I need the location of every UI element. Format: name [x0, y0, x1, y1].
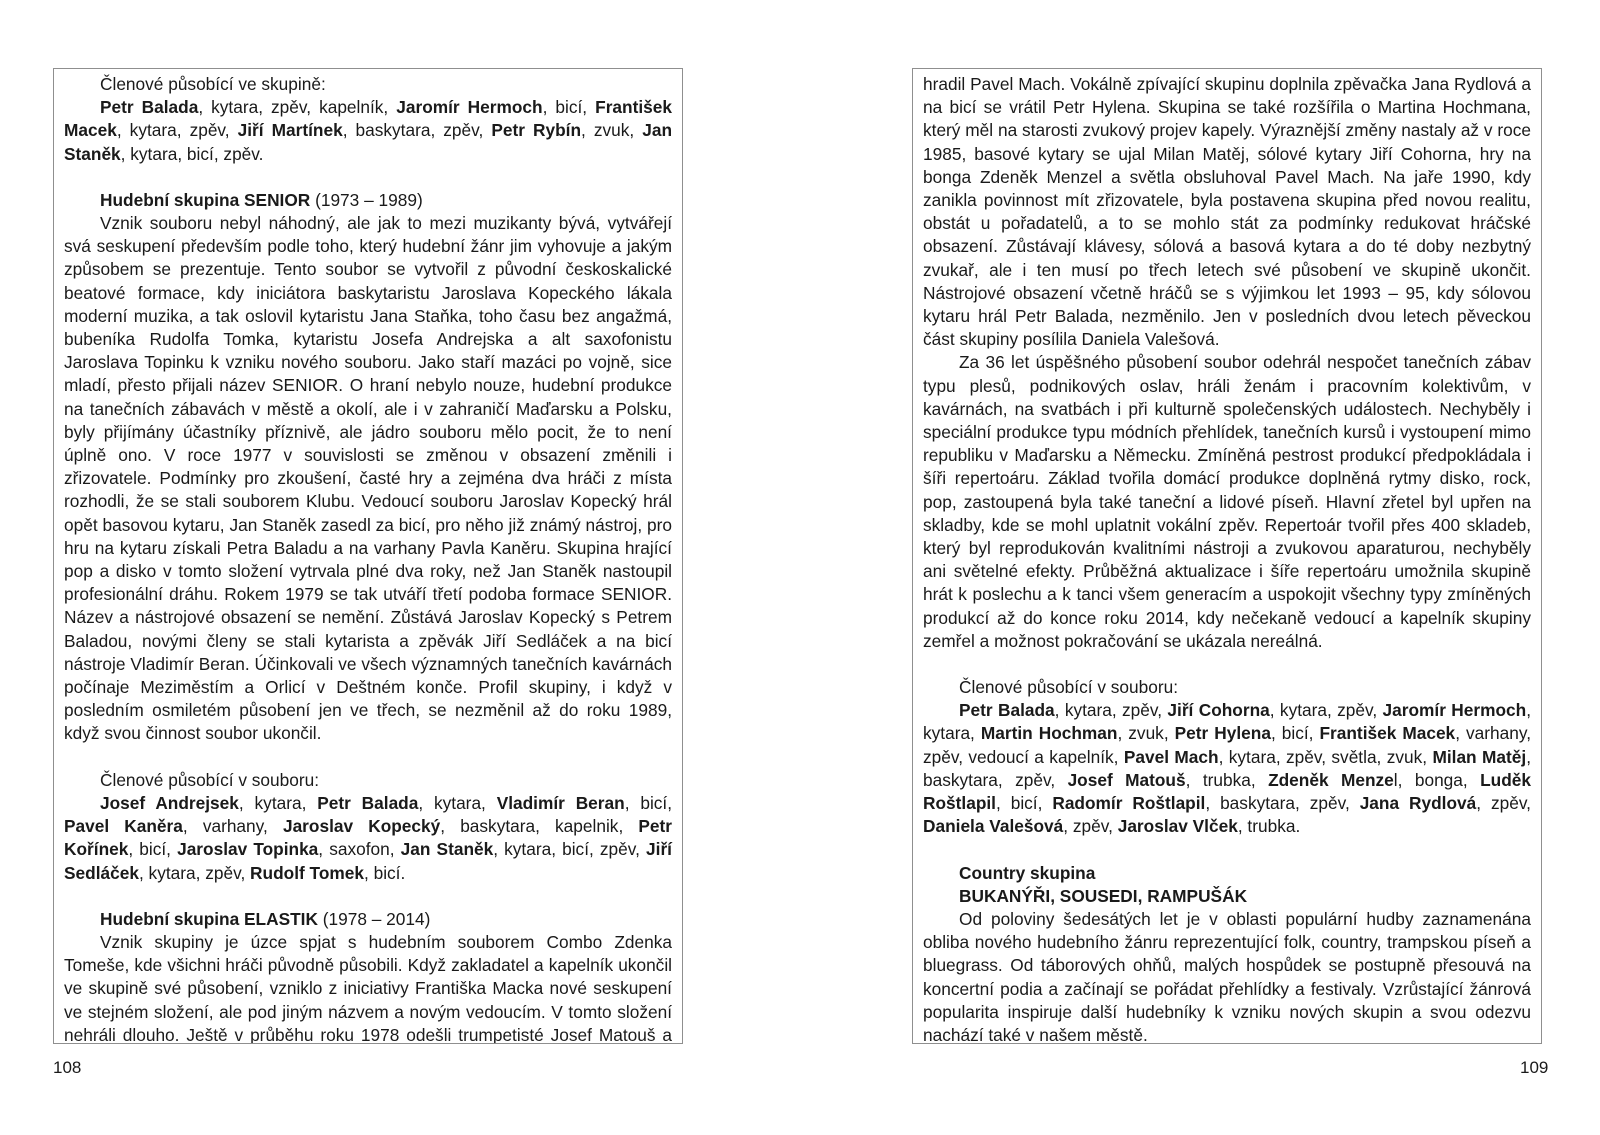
member-role: , kytara, bicí, zpěv, — [493, 839, 647, 860]
senior-heading — [64, 189, 672, 212]
member-name: Jana Rydlová — [1359, 793, 1477, 814]
member-role: , bicí, — [128, 839, 178, 860]
member-role: , baskytara, zpěv, — [1205, 793, 1360, 814]
member-name: František Macek — [1319, 723, 1456, 744]
page-number-left: 108 — [53, 1058, 82, 1077]
member-role: , kytara, — [418, 792, 497, 813]
member-role: , baskytara, kapelnik, — [440, 816, 639, 837]
member-role: , kytara, — [238, 792, 318, 813]
member-name: Luděk Roštlapil — [923, 769, 1531, 814]
member-role: , trubka, — [1185, 769, 1269, 790]
member-name: Jiří Martínek — [237, 120, 343, 141]
member-name: Zdeněk Menze — [1268, 769, 1394, 790]
member-role: , bicí, — [624, 792, 673, 813]
elastik-title: Hudební skupina ELASTIK — [100, 908, 318, 929]
member-role: , zvuk, — [1117, 723, 1175, 744]
members-label-1: Členové působící ve skupině: — [100, 74, 326, 94]
elastik-years: (1978 – 2014) — [317, 908, 431, 929]
member-name: Petr Balada — [959, 700, 1055, 721]
member-name: Petr Balada — [317, 792, 419, 813]
member-name: Jaromír Hermoch — [1382, 700, 1527, 721]
member-role: , zpěv, — [1063, 816, 1118, 837]
member-name: Josef Matouš — [1067, 769, 1186, 790]
member-name: Petr Rybín — [491, 120, 581, 141]
member-name: Petr Hylena — [1174, 723, 1271, 744]
member-name: Josef Andrejsek — [100, 792, 239, 813]
country-heading-line1 — [923, 862, 1531, 885]
member-role: , kytara, zpěv, — [1054, 700, 1168, 721]
member-name: Jiří Sedláček — [64, 839, 672, 883]
member-name: Daniela Valešová — [923, 816, 1064, 837]
country-paragraph: Od poloviny šedesátých let je v oblasti populární hudby zaznamenána obliba nového hudebního žánru reprezentující folk, country, trampskou píseň a bluegrass. Od táborových ohňů, malých hospůdek se postupně přesouvá na koncertní podia a začínají se pořádat přehlídky a festivaly. Vzrůstající žánrová popularita inspiruje další hudebníky k vzniku nových skupin a svou odezvu nachází také v našem městě. — [923, 908, 1531, 1044]
members-list-3 — [923, 699, 1531, 838]
members-list-2 — [64, 792, 672, 885]
member-role: , bicí. — [363, 862, 406, 883]
member-name: Radomír Roštlapil — [1052, 793, 1206, 814]
country-title-1: Country skupina — [959, 862, 1096, 883]
elastik-paragraph-2: Za 36 let úspěšného působení soubor odehrál nespočet tanečních zábav typu plesů, podnikových oslav, hráli ženám i pracovním kolektivům, v kavárnách, na svatbách i při kulturně společenských událostech. Nechyběly i speciální produkce typu módních přehlídek, tanečních kursů i vystoupení mimo republiku v Maďarsku a Německu. Zmíněná pestrost produkcí předpokládala i šíři repertoáru. Základ tvořila domácí produkce doplněná rytmy disko, rock, pop, zastoupená byla také taneční a lidové píseň. Hlavní zřetel byl upřen na skladby, kde se mohl uplatnit vokální zpěv. Repertoár tvořil přes 400 skladeb, který byl reprodukován kvalitními nástroji a zvukovou aparaturou, nechyběly ani světelné efekty. Průběžná aktualizace i šíře repertoáru umožnila skupině hrát k poslechu a k tanci všem generacím a uspokojit všechny typy zmíněných produkcí až do konce roku 2014, kdy nečekaně vedoucí a kapelník skupiny zemřel a možnost pokračování se ukázala nereálná. — [923, 352, 1531, 651]
member-name: Milan Matěj — [1432, 746, 1527, 767]
member-role: , varhany, — [182, 816, 283, 837]
members-label-2: Členové působící v souboru: — [100, 769, 320, 790]
right-page-frame — [912, 68, 1542, 1044]
left-page-frame — [53, 68, 683, 1044]
elastik-heading — [64, 908, 672, 931]
member-name: Petr Kořínek — [64, 816, 673, 860]
country-heading-line2 — [923, 885, 1531, 908]
member-role: , kytara, bicí, zpěv. — [120, 143, 264, 164]
senior-paragraph: Vznik souboru nebyl náhodný, ale jak to mezi muzikanty bývá, vytvářejí svá seskupení především podle toho, který hudební žánr jim vyhovuje a jakým způsobem se prezentuje. Tento soubor se vytvořil z původní českoskalické beatové formace, kdy iniciátora baskytaristu Jaroslava Kopeckého lákala moderní muzika, a tak oslovil kytaristu Jana Staňka, toho času bez angažmá, bubeníka Rudolfa Tomka, kytaristu Josefa Andrejska a alt saxofonistu Jaroslava Topinku k vzniku nového souboru. Jako staří mazáci po vojně, sice mladí, přesto přijali název SENIOR. O hraní nebylo nouze, hudební produkce na tanečních zábavách v městě a okolí, ale i v zahraničí Maďarsku a Polsku, byly přijímány účastníky příznivě, ale jádro souboru mělo pocit, že to není úplně ono. V roce 1977 v souvislosti se změnou v obsazení změnili i zřizovatele. Podmínky pro zkoušení, časté hry a zejména dva hráči z místa rozhodli, že se stali souborem Klubu. Vedoucí souboru Jaroslav Kopecký hrál opět basovou kytaru, Jan Staněk zasedl za bicí, pro něho již známý nástroj, pro hru na kytaru získali Petra Baladu a na varhany Pavla Kaněru. Skupina hrající pop a disko v tomto složení vytrvala plné dva roky, než Jan Staněk nastoupil profesionální dráhu. Rokem 1979 se tak utváří třetí podoba formace SENIOR. Název a nástrojové obsazení se nemění. Zůstává Jaroslav Kopecký s Petrem Baladou, novými členy se stali kytarista a zpěvák Jiří Sedláček a na bicí nástroje Vladimír Beran. Účinkovali ve všech významných tanečních kavárnách počínaje Meziměstím a Orlicí v Deštném konče. Profil skupiny, i když v posledním osmiletém působení jen ve třech, se nezměnil až do roku 1989, když svou činnost soubor ukončil. — [64, 213, 672, 744]
member-role: , varhany, zpěv, vedoucí a kapelník, — [923, 723, 1531, 767]
member-name: Jaroslav Topinka — [177, 839, 319, 860]
members-label-3: Členové působící v souboru: — [959, 677, 1179, 698]
member-role: , bicí, — [1270, 723, 1320, 744]
senior-title: Hudební skupina SENIOR — [100, 189, 311, 210]
member-role: , baskytara, zpěv, — [342, 120, 492, 141]
member-role: , saxofon, — [318, 839, 401, 860]
country-title-2: BUKANÝŘI, SOUSEDI, RAMPUŠÁK — [959, 885, 1248, 906]
member-role: , bicí, — [995, 793, 1053, 814]
member-role: , trubka. — [1237, 816, 1301, 837]
member-name: Petr Balada — [100, 97, 199, 118]
member-name: Martin Hochman — [980, 723, 1118, 744]
member-name: Jan Staněk — [64, 120, 672, 164]
member-name: Pavel Kaněra — [64, 816, 183, 837]
member-role: , zvuk, — [581, 120, 643, 141]
member-name: František Macek — [64, 97, 672, 141]
member-role: l, bonga, — [1393, 769, 1481, 790]
member-name: Jiří Cohorna — [1167, 700, 1270, 721]
senior-years: (1973 – 1989) — [310, 189, 423, 210]
member-role: , zpěv, — [1476, 793, 1531, 814]
elastik-continuation: hradil Pavel Mach. Vokálně zpívající skupinu doplnila zpěvačka Jana Rydlová a na bicí se vrátil Petr Hylena. Skupina se také rozšířila o Martina Hochmana, který měl na starosti zvukový projev kapely. Výraznější změny nastaly až v roce 1985, basové kytary se ujal Milan Matěj, sólové kytary Jiří Cohorna, hry na bonga Zdeněk Menzel a světla obsluhoval Pavel Mach. Na jaře 1990, kdy zanikla povinnost mít zřizovatele, byla postavena skupina před novou realitu, obstát u pořadatelů, a to se mohlo stát za podmínky redukovat hráčské obsazení. Zůstávají klávesy, sólová a basová kytara a do té doby nezbytný zvukař, ale i ten musí po třech letech své působení ve skupině ukončit. Nástrojové obsazení včetně hráčů se s výjimkou let 1993 – 95, kdy sólovou kytaru hrál Petr Balada, nezměnilo. Jen v posledních dvou letech pěveckou část skupiny posílila Daniela Valešová. — [923, 74, 1531, 350]
member-name: Rudolf Tomek — [250, 862, 364, 883]
member-role: , baskytara, zpěv, — [923, 746, 1531, 790]
member-role: , kytara, — [923, 700, 1532, 744]
member-name: Jaromír Hermoch — [396, 97, 543, 118]
member-role: , kytara, zpěv, — [138, 862, 251, 883]
member-name: Pavel Mach — [1123, 746, 1219, 767]
members-list-1 — [64, 96, 672, 166]
right-page-text — [923, 73, 1531, 1044]
elastik-paragraph: Vznik skupiny je úzce spjat s hudebním souborem Combo Zdenka Tomeše, kde všichni hráči původně působili. Když zakladatel a kapelník ukončil ve skupině své působení, vzniklo z iniciativy Františka Macka nové seskupení ve stejném složení, ale pod jiným názvem a novým vedoucím. V tomto složení nehráli dlouho. Ještě v průběhu roku 1978 odešli trumpetisté Josef Matouš a — [64, 931, 672, 1044]
member-name: Vladimír Beran — [496, 792, 625, 813]
member-name: Jaroslav Kopecký — [282, 816, 441, 837]
member-role: , kytara, zpěv, — [116, 120, 238, 141]
member-role: , bicí, — [542, 97, 596, 118]
member-name: Jan Staněk — [400, 839, 494, 860]
member-role: , kytara, zpěv, kapelník, — [198, 97, 397, 118]
member-role: , kytara, zpěv, světla, zvuk, — [1218, 746, 1433, 767]
page-number-right: 109 — [1520, 1058, 1549, 1077]
member-name: Jaroslav Vlček — [1117, 816, 1238, 837]
left-page-text — [64, 73, 672, 1044]
member-role: , kytara, zpěv, — [1269, 700, 1383, 721]
